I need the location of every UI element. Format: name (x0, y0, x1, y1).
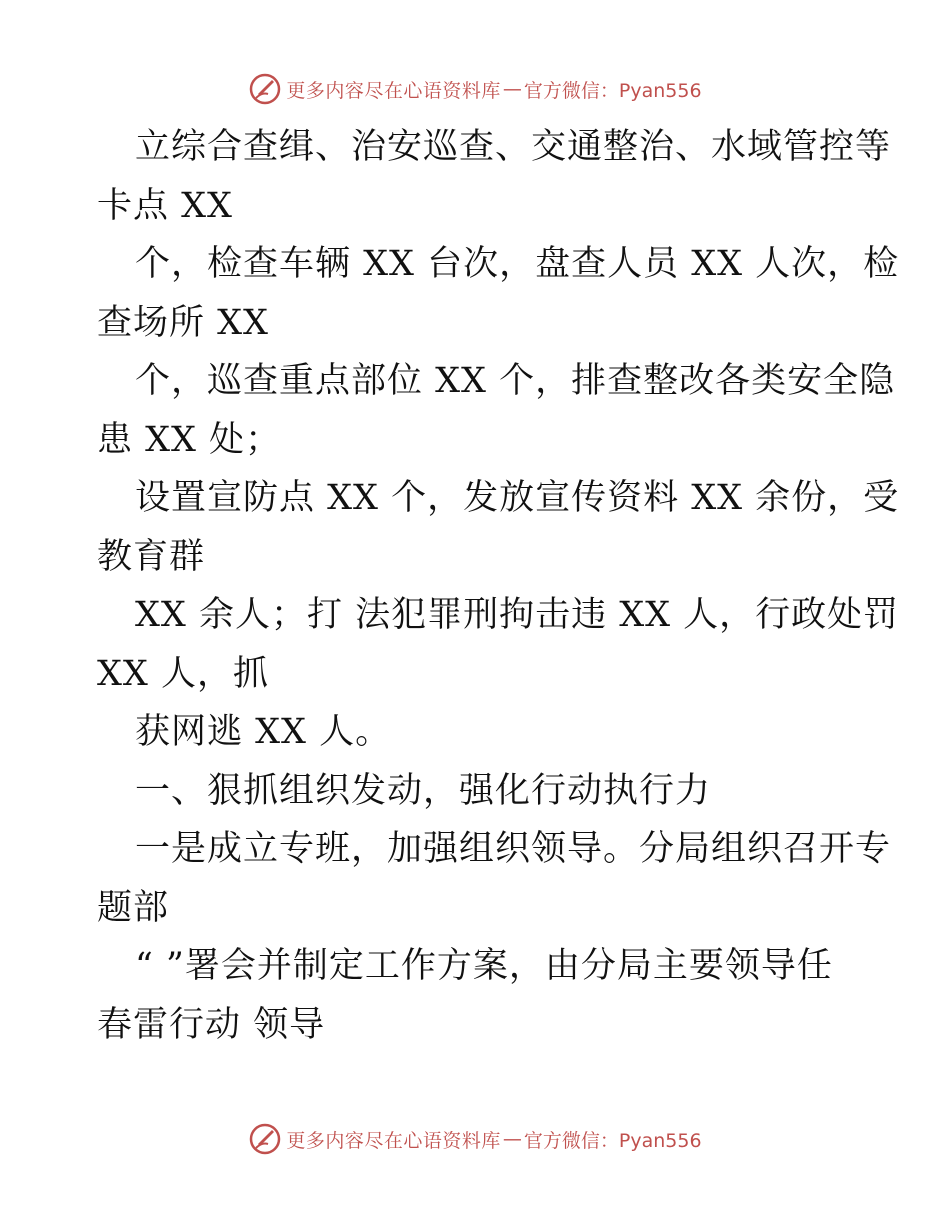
watermark-separator: — (502, 78, 522, 100)
text-line: 设置宣防点 XX 个，发放宣传资料 XX 余份，受 (135, 478, 900, 518)
watermark-separator: — (502, 1128, 522, 1150)
watermark-contact: 官方微信：Pyan556 (523, 79, 702, 102)
text-line: 个，检查车辆 XX 台次，盘查人员 XX 人次，检 (135, 244, 900, 284)
text-line: 教育群 (97, 536, 206, 577)
text-line: 查场所 XX (97, 302, 269, 343)
section-heading: 一、狠抓组织发动，强化行动执行力 (135, 770, 712, 811)
text-line: 个，巡查重点部位 XX 个，排查整改各类安全隐 (135, 361, 896, 401)
text-line: 获网逃 XX 人。 (135, 712, 392, 752)
text-line: 一是成立专班，加强组织领导。分局组织召开专 (135, 829, 892, 869)
text-line: XX 余人；打 法犯罪刑拘击违 XX 人，行政处罚 (135, 595, 900, 635)
footer-watermark (0, 1122, 950, 1156)
text-line: 春雷行动 领导 (97, 1004, 326, 1045)
logo-icon (248, 72, 282, 106)
document-body (97, 118, 900, 1054)
watermark-text: 更多内容尽在心语资料库 (286, 79, 501, 102)
text-line: XX 人，抓 (97, 653, 269, 694)
text-line: 题部 (97, 887, 170, 928)
watermark-contact: 官方微信：Pyan556 (523, 1129, 702, 1152)
text-line: “ ”署会并制定工作方案，由分局主要领导任 (135, 946, 833, 986)
header-watermark (0, 72, 950, 106)
text-line: 患 XX 处； (97, 419, 282, 460)
logo-icon (248, 1122, 282, 1156)
watermark-text: 更多内容尽在心语资料库 (286, 1129, 501, 1152)
text-line: 立综合查缉、治安巡查、交通整治、水域管控等 (135, 127, 892, 167)
text-line: 卡点 XX (97, 185, 233, 226)
